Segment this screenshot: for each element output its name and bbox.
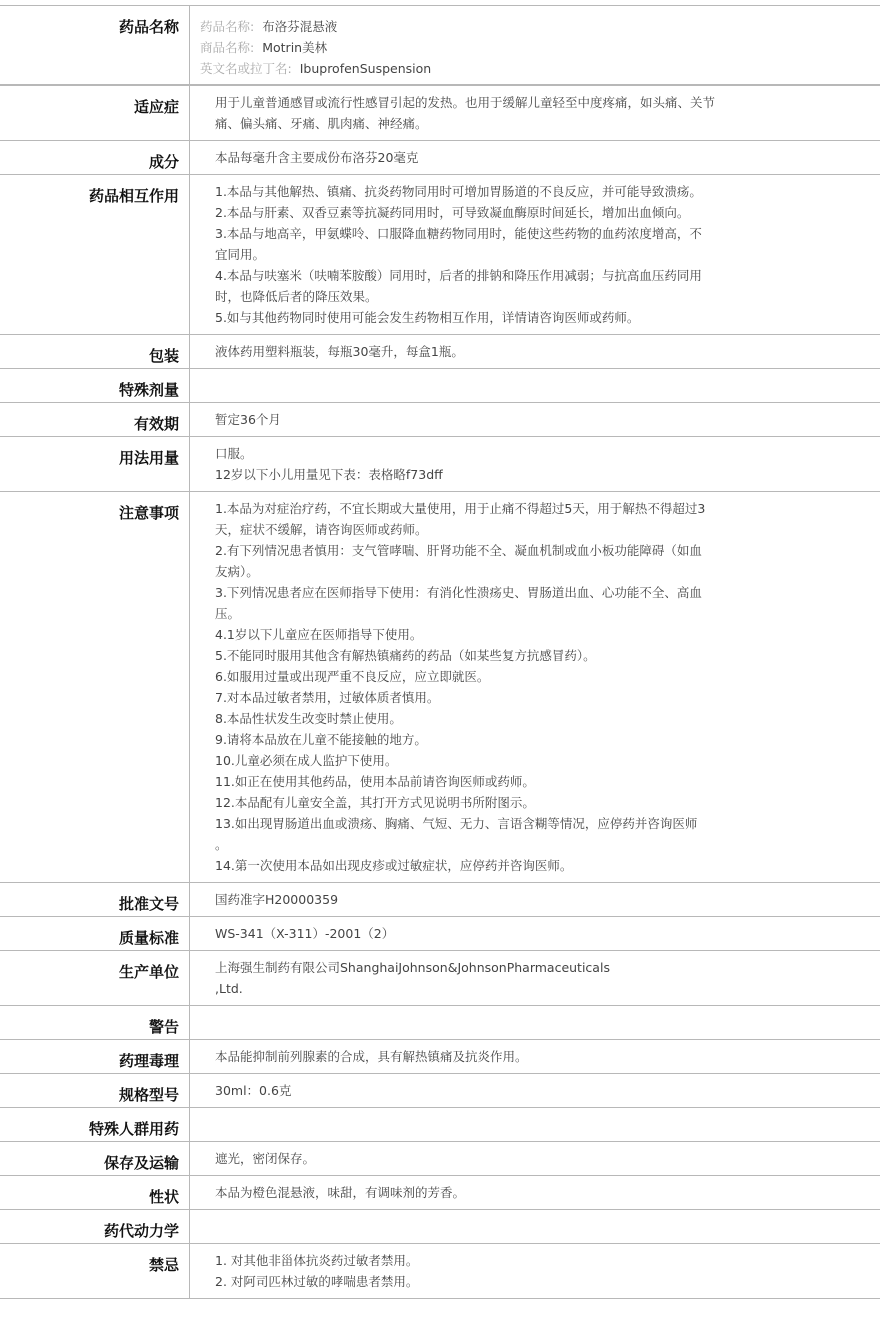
english-name-line (200, 58, 790, 79)
row-drug-name (0, 5, 880, 85)
info-row (0, 1040, 880, 1074)
row-value (190, 403, 880, 436)
generic-name-value: 布洛芬混悬液 (262, 19, 338, 34)
value-line: 2. 对阿司匹林过敏的哮喘患者禁用。 (215, 1274, 419, 1289)
value-line: 5.如与其他药物同时使用可能会发生药物相互作用，详情请咨询医师或药师。 (215, 310, 640, 325)
row-label: 包装 (0, 335, 190, 368)
trade-name-line (200, 37, 790, 58)
value-line: 13.如出现胃肠道出血或溃疡、胸痛、气短、无力、言语含糊等情况，应停药并咨询医师 (215, 816, 698, 831)
row-label: 质量标准 (0, 917, 190, 950)
value-line: 本品每毫升含主要成份布洛芬20毫克 (215, 150, 419, 165)
row-label: 生产单位 (0, 951, 190, 1005)
row-label: 药代动力学 (0, 1210, 190, 1243)
value-line (215, 375, 790, 396)
row-label: 性状 (0, 1176, 190, 1209)
info-row (0, 437, 880, 492)
info-row (0, 85, 880, 141)
value-line: 压。 (215, 606, 241, 621)
row-value (190, 86, 880, 140)
value-line: 30ml：0.6克 (215, 1083, 292, 1098)
value-line: ,Ltd. (215, 981, 243, 996)
info-row (0, 1006, 880, 1040)
row-value (190, 1006, 880, 1039)
info-row (0, 403, 880, 437)
info-row (0, 335, 880, 369)
row-value (190, 1210, 880, 1243)
english-name-key: 英文名或拉丁名: (200, 61, 292, 76)
row-label: 特殊人群用药 (0, 1108, 190, 1141)
value-line: 1.本品与其他解热、镇痛、抗炎药物同用时可增加胃肠道的不良反应，并可能导致溃疡。 (215, 184, 702, 199)
row-value (190, 141, 880, 174)
value-line: 1. 对其他非甾体抗炎药过敏者禁用。 (215, 1253, 419, 1268)
value-line: 国药准字H20000359 (215, 892, 339, 907)
row-value (190, 1142, 880, 1175)
info-row (0, 883, 880, 917)
row-label: 特殊剂量 (0, 369, 190, 402)
row-label: 批准文号 (0, 883, 190, 916)
info-row (0, 1244, 880, 1299)
drug-info-table (0, 5, 880, 1299)
value-line: 2.本品与肝素、双香豆素等抗凝药同用时，可导致凝血酶原时间延长，增加出血倾向。 (215, 205, 690, 220)
value-line: 暂定36个月 (215, 412, 281, 427)
english-name-value: IbuprofenSuspension (299, 61, 432, 76)
value-line: 4.本品与呋塞米（呋喃苯胺酸）同用时，后者的排钠和降压作用减弱；与抗高血压药同用 (215, 268, 702, 283)
value-line: 宜同用。 (215, 247, 266, 262)
value-line: 口服。 (215, 446, 253, 461)
info-row (0, 951, 880, 1006)
value-line: 9.请将本品放在儿童不能接触的地方。 (215, 732, 427, 747)
value-line: 痛、偏头痛、牙痛、肌肉痛、神经痛。 (215, 116, 428, 131)
info-row (0, 175, 880, 335)
row-value (190, 1108, 880, 1141)
value-line: 本品能抑制前列腺素的合成，具有解热镇痛及抗炎作用。 (215, 1049, 528, 1064)
value-line: 友病）。 (215, 564, 259, 579)
generic-name-line (200, 16, 790, 37)
value-line: 4.1岁以下儿童应在医师指导下使用。 (215, 627, 423, 642)
value-line: 12岁以下小儿用量见下表：表格略f73dff (215, 467, 443, 482)
value-line: 。 (215, 837, 228, 852)
row-label: 适应症 (0, 86, 190, 140)
info-row (0, 369, 880, 403)
row-value (190, 1040, 880, 1073)
row-label: 用法用量 (0, 437, 190, 491)
value-line: 8.本品性状发生改变时禁止使用。 (215, 711, 402, 726)
value-line: WS-341（X-311）-2001（2） (215, 926, 395, 941)
row-label: 规格型号 (0, 1074, 190, 1107)
row-label: 药品相互作用 (0, 175, 190, 334)
row-value (190, 883, 880, 916)
row-value (190, 369, 880, 402)
value-line (215, 1114, 790, 1135)
info-row (0, 1108, 880, 1142)
row-label: 药理毒理 (0, 1040, 190, 1073)
row-value (190, 1074, 880, 1107)
value-line: 本品为橙色混悬液，味甜，有调味剂的芳香。 (215, 1185, 466, 1200)
value-line: 1.本品为对症治疗药，不宜长期或大量使用，用于止痛不得超过5天，用于解热不得超过3 (215, 501, 706, 516)
row-value (190, 951, 880, 1005)
row-label: 有效期 (0, 403, 190, 436)
row-value (190, 175, 880, 334)
row-label: 成分 (0, 141, 190, 174)
info-row (0, 1176, 880, 1210)
info-row (0, 492, 880, 883)
row-label: 注意事项 (0, 492, 190, 882)
info-row (0, 1074, 880, 1108)
info-row (0, 1210, 880, 1244)
row-label: 保存及运输 (0, 1142, 190, 1175)
value-line: 7.对本品过敏者禁用，过敏体质者慎用。 (215, 690, 440, 705)
value-line: 14.第一次使用本品如出现皮疹或过敏症状，应停药并咨询医师。 (215, 858, 573, 873)
trade-name-value: Motrin美林 (262, 40, 328, 55)
value-line: 液体药用塑料瓶装，每瓶30毫升，每盒1瓶。 (215, 344, 464, 359)
trade-name-key: 商品名称: (200, 40, 255, 55)
info-row (0, 1142, 880, 1176)
value-line: 遮光，密闭保存。 (215, 1151, 316, 1166)
value-line: 2.有下列情况患者慎用：支气管哮喘、肝肾功能不全、凝血机制或血小板功能障碍（如血 (215, 543, 702, 558)
value-line: 天，症状不缓解，请咨询医师或药师。 (215, 522, 428, 537)
row-value (190, 6, 880, 84)
value-line: 6.如服用过量或出现严重不良反应，应立即就医。 (215, 669, 490, 684)
row-value (190, 1176, 880, 1209)
value-line: 10.儿童必须在成人监护下使用。 (215, 753, 398, 768)
value-line: 5.不能同时服用其他含有解热镇痛药的药品（如某些复方抗感冒药）。 (215, 648, 596, 663)
value-line: 3.下列情况患者应在医师指导下使用：有消化性溃疡史、胃肠道出血、心功能不全、高血 (215, 585, 702, 600)
info-row (0, 917, 880, 951)
value-line: 11.如正在使用其他药品，使用本品前请咨询医师或药师。 (215, 774, 535, 789)
row-label: 药品名称 (0, 6, 190, 84)
row-value (190, 492, 880, 882)
value-line: 12.本品配有儿童安全盖，其打开方式见说明书所附图示。 (215, 795, 535, 810)
generic-name-key: 药品名称: (200, 19, 255, 34)
value-line (215, 1012, 790, 1033)
value-line (215, 1216, 790, 1237)
row-label: 禁忌 (0, 1244, 190, 1298)
value-line: 上海强生制药有限公司ShanghaiJohnson&JohnsonPharmaceuticals (215, 960, 610, 975)
row-label: 警告 (0, 1006, 190, 1039)
info-rows (0, 85, 880, 1299)
info-row (0, 141, 880, 175)
row-value (190, 335, 880, 368)
value-line: 3.本品与地高辛，甲氨蝶呤、口服降血糖药物同用时，能使这些药物的血药浓度增高，不 (215, 226, 702, 241)
value-line: 时，也降低后者的降压效果。 (215, 289, 378, 304)
value-line: 用于儿童普通感冒或流行性感冒引起的发热。也用于缓解儿童轻至中度疼痛，如头痛、关节 (215, 95, 716, 110)
row-value (190, 1244, 880, 1298)
row-value (190, 917, 880, 950)
row-value (190, 437, 880, 491)
